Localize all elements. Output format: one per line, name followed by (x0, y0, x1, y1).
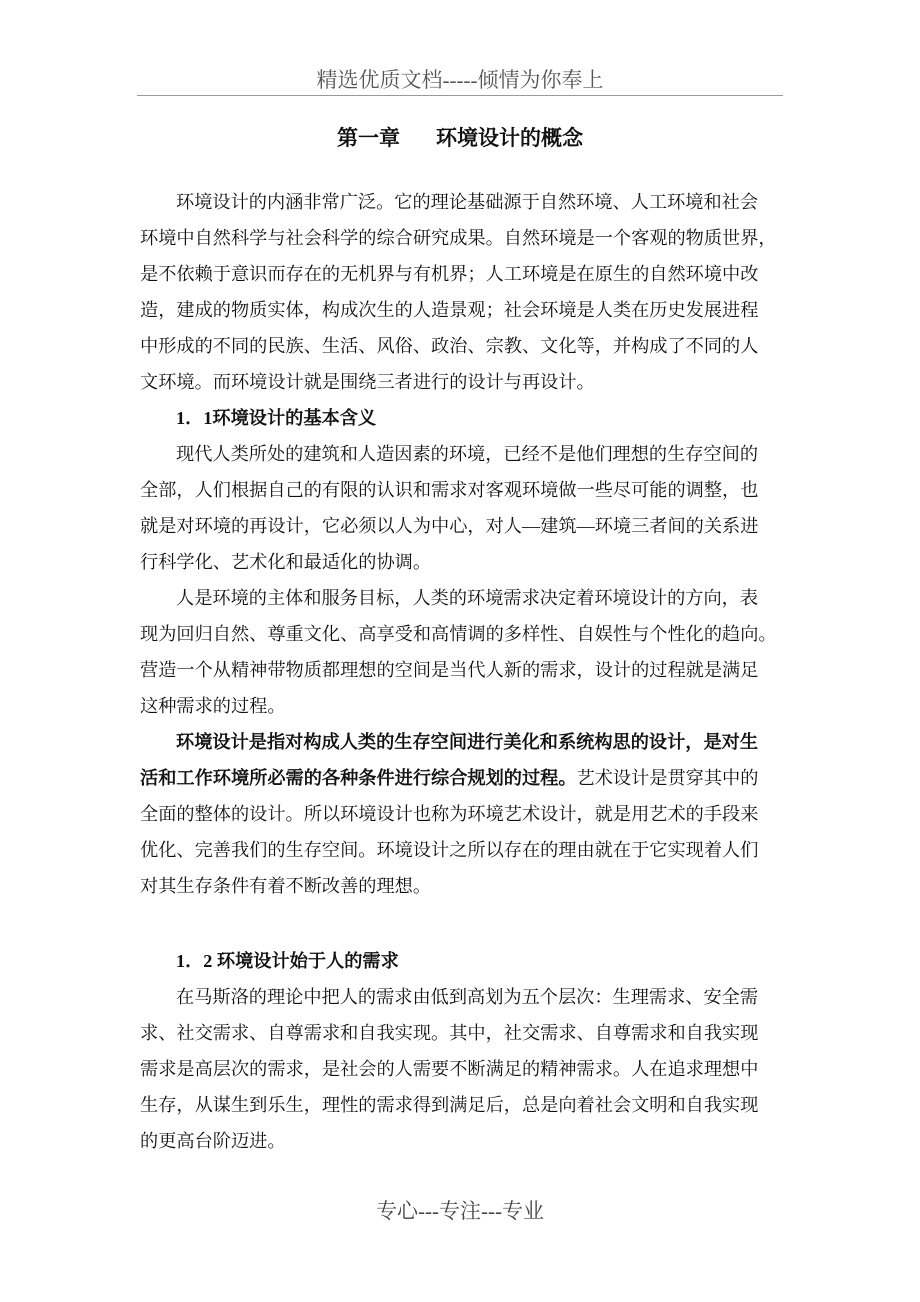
text-line: 对其生存条件有着不断改善的理想。 (140, 876, 432, 896)
text-line: 现为回归自然、尊重文化、高享受和高情调的多样性、自娱性与个性化的趋向。 (140, 624, 777, 644)
text-line: 造，建成的物质实体，构成次生的人造景观；社会环境是人类在历史发展进程 (140, 300, 759, 320)
page-footer: 专心---专注---专业 (376, 1199, 544, 1223)
text-line: 行科学化、艺术化和最适化的协调。 (140, 552, 432, 572)
text-line: 人是环境的主体和服务目标，人类的环境需求决定着环境设计的方向，表 (176, 588, 759, 608)
header-divider (137, 95, 783, 96)
paragraph (140, 979, 782, 1159)
section-heading-1-1: 1．1环境设计的基本含义 (176, 408, 377, 428)
text-line: 的更高台阶迈进。 (140, 1131, 286, 1151)
intro-paragraph (140, 184, 782, 400)
text-line: 优化、完善我们的生存空间。环境设计之所以存在的理由就在于它实现着人们 (140, 840, 759, 860)
definition-paragraph (140, 724, 782, 904)
text-line: 全部，人们根据自己的有限的认识和需求对客观环境做一些尽可能的调整，也 (140, 480, 759, 500)
chapter-title (0, 122, 920, 152)
chapter-name: 环境设计的概念 (436, 126, 583, 150)
text-line: 求、社交需求、自尊需求和自我实现。其中，社交需求、自尊需求和自我实现 (140, 1023, 759, 1043)
text-line (140, 760, 782, 796)
bold-definition: 活和工作环境所必需的各种条件进行综合规划的过程。 (140, 768, 577, 788)
text-line: 全面的整体的设计。所以环境设计也称为环境艺术设计，就是用艺术的手段来 (140, 804, 759, 824)
text-line: 是不依赖于意识而存在的无机界与有机界；人工环境是在原生的自然环境中改 (140, 264, 759, 284)
text-line: 环境中自然科学与社会科学的综合研究成果。自然环境是一个客观的物质世界， (140, 228, 777, 248)
bold-definition: 环境设计是指对构成人类的生存空间进行美化和系统构思的设计，是对生 (176, 732, 759, 752)
section-heading-1-2: 1．2 环境设计始于人的需求 (176, 951, 399, 971)
text-span: 艺术设计是贯穿其中的 (576, 768, 759, 788)
blank-line (140, 904, 782, 943)
text-line: 中形成的不同的民族、生活、风俗、政治、宗教、文化等，并构成了不同的人 (140, 336, 759, 356)
chapter-number: 第一章 (337, 126, 400, 150)
text-line: 需求是高层次的需求，是社会的人需要不断满足的精神需求。人在追求理想中 (140, 1059, 759, 1079)
text-line (140, 724, 782, 760)
text-line: 现代人类所处的建筑和人造因素的环境，已经不是他们理想的生存空间的 (176, 444, 759, 464)
text-line: 在马斯洛的理论中把人的需求由低到高划为五个层次：生理需求、安全需 (176, 987, 759, 1007)
text-line: 就是对环境的再设计，它必须以人为中心，对人—建筑—环境三者间的关系进 (140, 516, 759, 536)
text-line: 这种需求的过程。 (140, 696, 286, 716)
page-header: 精选优质文档-----倾情为你奉上 (316, 68, 604, 92)
text-line: 环境设计的内涵非常广泛。它的理论基础源于自然环境、人工环境和社会 (176, 192, 759, 212)
text-line: 营造一个从精神带物质都理想的空间是当代人新的需求，设计的过程就是满足 (140, 660, 759, 680)
paragraph (140, 580, 782, 724)
text-line: 文环境。而环境设计就是围绕三者进行的设计与再设计。 (140, 372, 595, 392)
text-line: 生存，从谋生到乐生，理性的需求得到满足后，总是向着社会文明和自我实现 (140, 1095, 759, 1115)
document-body (140, 184, 782, 1159)
paragraph (140, 436, 782, 580)
